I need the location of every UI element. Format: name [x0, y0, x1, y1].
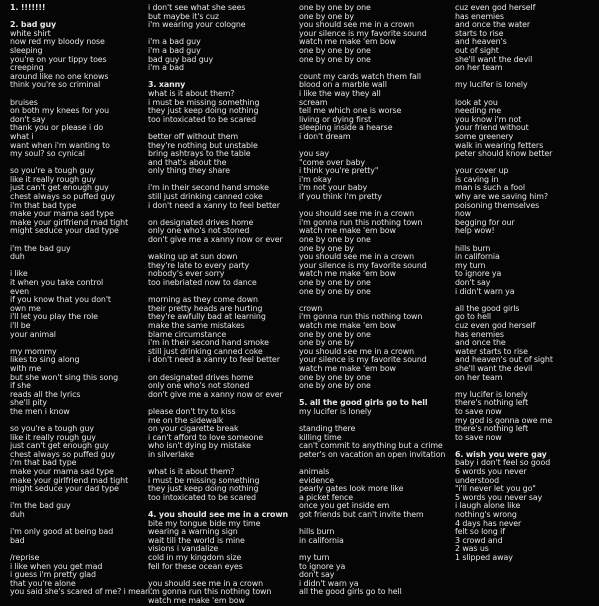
- lyric-line: i like the way they all: [299, 88, 381, 98]
- lyric-line: make the same mistakes: [148, 320, 245, 330]
- lyric-line: they just keep doing nothing: [148, 484, 259, 494]
- lyric-line: one by one by one: [299, 372, 371, 382]
- lyric-line: what i: [10, 131, 34, 141]
- lyric-line: i must be missing something: [148, 475, 260, 485]
- lyric-line: i can't afford to love someone: [148, 432, 264, 442]
- lyric-line: poisoning themselves: [455, 200, 540, 210]
- lyric-line: "come over baby: [299, 157, 365, 167]
- lyric-line: just can't get enough guy: [10, 183, 109, 193]
- lyric-line: my lucifer is lonely: [299, 406, 372, 416]
- song-title: 5. all the good girls go to hell: [299, 398, 428, 408]
- lyric-line: i don't dream: [299, 131, 351, 141]
- lyric-line: i like when you get mad: [10, 561, 103, 571]
- lyric-line: they're nothing but unstable: [148, 140, 258, 150]
- lyric-line: white shirt: [10, 28, 51, 38]
- lyric-line: don't say: [10, 114, 46, 124]
- lyric-line: duh: [10, 510, 25, 520]
- lyric-line: but maybe it's cuz: [148, 11, 219, 21]
- lyric-line: still just drinking canned coke: [148, 192, 263, 202]
- lyric-line: man is such a fool: [455, 183, 525, 193]
- lyric-line: who isn't dying by mistake: [148, 441, 251, 451]
- lyric-line: i'm only good at being bad: [10, 527, 114, 537]
- lyric-line: too inebriated now to dance: [148, 278, 257, 287]
- lyric-line: in silverlake: [148, 449, 194, 459]
- lyric-line: on both my knees for you: [10, 106, 109, 116]
- lyric-line: chest always so puffed guy: [10, 449, 115, 459]
- lyric-line: i laugh alone like: [455, 501, 521, 511]
- lyric-line: they're awfully bad at learning: [148, 312, 266, 322]
- lyric-line: and that's about the: [148, 157, 227, 167]
- lyric-line: i didn't warn ya: [455, 286, 515, 296]
- lyric-line: killing time: [299, 432, 342, 442]
- lyric-line: it when you take control: [10, 278, 104, 287]
- lyric-line: fell for these ocean eyes: [148, 561, 243, 571]
- lyric-line: watch me make 'em bow: [148, 595, 245, 605]
- lyric-line: on her team: [455, 372, 503, 382]
- lyric-line: own me: [10, 303, 41, 313]
- lyric-line: standing there: [299, 424, 356, 434]
- lyric-line: on designated drives home: [148, 217, 254, 227]
- lyric-line: like it really rough guy: [10, 432, 96, 442]
- lyrics-column-2: [148, 4, 288, 606]
- lyric-line: she'll want the devil: [455, 363, 533, 373]
- lyric-line: she'll want the devil: [455, 54, 533, 64]
- song-title: 3. xanny: [148, 80, 186, 90]
- lyric-line: please don't try to kiss: [148, 406, 236, 416]
- lyric-line: peter should know better: [455, 149, 553, 159]
- lyric-line: in california: [299, 535, 344, 545]
- lyric-line: "i'll never let you go": [455, 484, 536, 494]
- lyric-line: [10, 262, 157, 271]
- lyric-line: crown: [299, 303, 323, 313]
- lyric-line: to save now: [455, 406, 502, 416]
- lyric-line: better off without them: [148, 131, 239, 141]
- lyric-line: begging for our: [455, 217, 515, 227]
- lyric-line: tell me which one is worse: [299, 106, 402, 116]
- lyric-line: i'm a bad guy: [148, 45, 201, 55]
- lyric-line: i don't see what she sees: [148, 3, 246, 12]
- lyric-line: 6 words you never: [455, 467, 527, 477]
- lyric-line: too intoxicated to be scared: [148, 114, 256, 124]
- lyric-line: blood on a marble wall: [299, 80, 387, 90]
- lyric-line: one by one by: [299, 11, 354, 21]
- lyric-line: i didn't warn ya: [299, 578, 359, 588]
- lyric-line: 1 slipped away: [455, 553, 513, 562]
- lyric-line: pearly gates look more like: [299, 484, 404, 494]
- lyric-line: baby i don't feel so good: [455, 458, 551, 468]
- lyric-line: animals: [299, 467, 330, 477]
- lyric-line: like it really rough guy: [10, 174, 96, 184]
- lyric-line: they're late to every party: [148, 260, 250, 270]
- lyric-line: watch me make 'em bow: [299, 269, 396, 279]
- song-title: 2. bad guy: [10, 20, 57, 30]
- lyric-line: one by one by one: [299, 329, 371, 339]
- lyric-line: to ignore ya: [455, 269, 502, 279]
- lyric-line: think you're so criminal: [10, 80, 101, 90]
- lyric-line: why are we saving him?: [455, 192, 548, 202]
- lyric-line: look at you: [455, 97, 498, 107]
- lyric-line: morning as they come down: [148, 295, 258, 305]
- lyric-line: what is it about them?: [148, 467, 235, 477]
- lyric-line: want when i'm wanting to: [10, 140, 110, 150]
- lyric-line: 3 crowd and: [455, 535, 503, 545]
- lyric-line: cuz even god herself: [455, 320, 536, 330]
- lyric-line: watch me make 'em bow: [299, 320, 396, 330]
- lyric-line: got friends but can't invite them: [299, 510, 424, 520]
- lyric-line: your friend without: [455, 123, 529, 133]
- lyric-line: nobody's ever sorry: [148, 269, 225, 279]
- lyric-line: your silence is my favorite sound: [299, 260, 427, 270]
- lyric-line: i'll be: [10, 320, 31, 330]
- lyric-line: and heaven's: [455, 37, 507, 47]
- lyric-line: i'm gonna run this nothing town: [148, 587, 272, 597]
- lyric-line: reads all the lyrics: [10, 389, 81, 399]
- lyric-line: you should see me in a crown: [299, 209, 414, 219]
- lyric-line: is caving in: [455, 174, 499, 184]
- lyric-line: make your mama sad type: [10, 467, 114, 477]
- lyric-line: your silence is my favorite sound: [299, 355, 427, 365]
- lyric-line: with me: [10, 363, 42, 373]
- lyrics-column-1: [10, 4, 157, 597]
- lyric-line: understood: [455, 475, 499, 485]
- lyric-line: one by one by one: [299, 286, 371, 296]
- lyric-line: likes to sing along: [10, 355, 80, 365]
- lyric-line: my turn: [455, 260, 486, 270]
- lyric-line: 2 was us: [455, 544, 489, 554]
- lyric-line: i'll let you play the role: [10, 312, 98, 322]
- lyric-line: one by one by one: [299, 235, 371, 245]
- lyric-line: if you know that you don't: [10, 295, 111, 305]
- lyric-line: bring ashtrays to the table: [148, 149, 251, 159]
- lyric-line: only one who's not stoned: [148, 226, 250, 236]
- lyric-line: might seduce your dad type: [10, 484, 119, 494]
- lyric-line: wait till the world is mine: [148, 535, 245, 545]
- lyric-line: sleeping: [10, 45, 43, 55]
- lyric-line: walk in wearing fetters: [455, 140, 544, 150]
- lyric-line: all the good girls: [455, 303, 520, 313]
- lyric-line: i'm in their second hand smoke: [148, 183, 269, 193]
- lyrics-column-3: [299, 4, 445, 597]
- lyric-line: and heaven's out of sight: [455, 355, 553, 365]
- lyric-line: just can't get enough guy: [10, 441, 109, 451]
- lyric-line: go to hell: [455, 312, 492, 322]
- lyric-line: on her team: [455, 63, 503, 73]
- lyric-line: one by one by: [299, 338, 354, 348]
- song-title: 6. wish you were gay: [455, 449, 547, 459]
- lyric-line: hills burn: [455, 243, 491, 253]
- lyric-line: i guess i'm pretty glad: [10, 570, 96, 580]
- lyric-line: some greenery: [455, 131, 514, 141]
- lyric-line: can't commit to anything but a crime: [299, 441, 443, 451]
- lyric-line: evidence: [299, 475, 334, 485]
- lyric-line: on designated drives home: [148, 372, 254, 382]
- lyric-line: don't give me a xanny now or ever: [148, 235, 283, 245]
- lyric-line: i'm wearing your cologne: [148, 20, 246, 30]
- lyric-line: one by one by one: [299, 45, 371, 55]
- lyric-line: needing me: [455, 106, 501, 116]
- lyric-line: bite my tongue bide my time: [148, 518, 261, 528]
- lyrics-column-4: [455, 4, 553, 563]
- lyric-line: i'm that bad type: [10, 458, 77, 468]
- lyric-line: a picket fence: [299, 492, 354, 502]
- lyric-line: and once the water: [455, 20, 531, 30]
- lyric-line: bad guy bad guy: [148, 54, 214, 64]
- lyric-line: thank you or please i do: [10, 123, 104, 133]
- lyric-line: on your cigarette break: [148, 424, 239, 434]
- lyric-line: bruises: [10, 97, 38, 107]
- lyric-line: your animal: [10, 329, 56, 339]
- lyric-line: there's nothing left: [455, 398, 529, 408]
- lyric-line: she'll pity: [10, 398, 47, 408]
- lyric-line: one by one by one: [299, 381, 371, 391]
- lyric-line: visions i vandalize: [148, 544, 219, 554]
- lyric-line: my soul? so cynical: [10, 149, 85, 159]
- lyric-line: you should see me in a crown: [299, 346, 414, 356]
- lyric-line: i'm the bad guy: [10, 243, 71, 253]
- lyric-line: 4 days has never: [455, 518, 522, 528]
- lyric-line: starts to rise: [455, 28, 504, 38]
- lyric-line: i'm gonna run this nothing town: [299, 312, 423, 322]
- lyric-line: your silence is my favorite sound: [299, 28, 427, 38]
- lyric-line: i think you're pretty": [299, 166, 379, 176]
- lyric-line: now: [455, 209, 471, 219]
- lyric-line: i'm in their second hand smoke: [148, 338, 269, 348]
- lyric-line: you said she's scared of me? i mean...: [10, 587, 158, 597]
- lyric-line: they just keep doing nothing: [148, 106, 259, 116]
- lyric-line: i'm that bad type: [10, 200, 77, 210]
- lyric-line: the men i know: [10, 406, 70, 416]
- lyric-line: to ignore ya: [299, 561, 346, 571]
- lyric-line: creeping: [10, 63, 44, 73]
- lyric-line: their pretty heads are hurting: [148, 303, 263, 313]
- lyric-line: you're on your tippy toes: [10, 54, 107, 64]
- lyric-line: blame circumstance: [148, 329, 227, 339]
- lyric-line: me on the sidewalk: [148, 415, 224, 425]
- lyric-line: chest always so puffed guy: [10, 192, 115, 202]
- lyric-line: hills burn: [299, 527, 335, 537]
- lyric-line: you know i'm not: [455, 114, 522, 124]
- lyric-line: don't say: [455, 278, 491, 287]
- lyric-line: sleeping inside a hearse: [299, 123, 393, 133]
- lyric-line: /reprise: [10, 553, 40, 562]
- lyric-line: bad: [10, 535, 25, 545]
- lyric-line: i'm a bad guy: [148, 37, 201, 47]
- lyric-line: one by one by one: [299, 3, 371, 12]
- lyric-line: i'm okay: [299, 174, 332, 184]
- lyric-line: i'm a bad: [148, 63, 184, 73]
- lyric-line: there's nothing left: [455, 424, 529, 434]
- lyric-line: you say: [299, 149, 329, 159]
- lyric-line: but she won't sing this song: [10, 372, 119, 382]
- lyric-line: that you're alone: [10, 578, 76, 588]
- lyric-line: might seduce your dad type: [10, 226, 119, 236]
- lyric-line: out of sight: [455, 45, 499, 55]
- lyric-line: even: [10, 286, 29, 296]
- lyric-line: i don't need a xanny to feel better: [148, 355, 280, 365]
- lyric-line: watch me make 'em bow: [299, 37, 396, 47]
- lyric-line: wearing a warning sign: [148, 527, 238, 537]
- lyric-line: nothing's wrong: [455, 510, 517, 520]
- lyric-line: and once the: [455, 338, 506, 348]
- lyric-line: you should see me in a crown: [148, 578, 263, 588]
- lyric-line: living or dying first: [299, 114, 372, 124]
- lyric-line: so you're a tough guy: [10, 424, 94, 434]
- lyric-line: help wow!: [455, 226, 495, 236]
- lyric-line: waking up at sun down: [148, 252, 238, 262]
- lyric-line: water starts to rise: [455, 346, 528, 356]
- lyric-line: has enemies: [455, 11, 504, 21]
- lyric-line: watch me make 'em bow: [299, 363, 396, 373]
- lyric-line: make your girlfriend mad tight: [10, 217, 129, 227]
- lyric-line: in california: [455, 252, 500, 262]
- song-title: 1. !!!!!!!: [10, 3, 46, 12]
- lyric-line: my turn: [299, 553, 330, 562]
- lyric-line: has enemies: [455, 329, 504, 339]
- lyric-line: i don't need a xanny to feel better: [148, 200, 280, 210]
- lyric-line: my god is gonna owe me: [455, 415, 553, 425]
- lyric-line: if she: [10, 381, 31, 391]
- song-title: 4. you should see me in a crown: [148, 510, 289, 520]
- lyric-line: scream: [299, 97, 328, 107]
- lyric-line: duh: [10, 252, 25, 262]
- lyric-line: once you get inside em: [299, 501, 390, 511]
- lyric-line: only thing they share: [148, 166, 230, 176]
- lyric-line: only one who's not stoned: [148, 381, 250, 391]
- lyric-line: still just drinking canned coke: [148, 346, 263, 356]
- lyric-line: 5 words you never say: [455, 492, 543, 502]
- lyric-line: you should see me in a crown: [299, 252, 414, 262]
- lyric-line: make your mama sad type: [10, 209, 114, 219]
- lyric-line: you should see me in a crown: [299, 20, 414, 30]
- lyric-line: too intoxicated to be scared: [148, 492, 256, 502]
- lyric-line: i'm not your baby: [299, 183, 368, 193]
- lyric-line: don't say: [299, 570, 335, 580]
- lyric-line: i must be missing something: [148, 97, 260, 107]
- lyric-line: around like no one knows: [10, 71, 109, 81]
- lyric-line: count my cards watch them fall: [299, 71, 421, 81]
- lyric-line: watch me make 'em bow: [299, 226, 396, 236]
- lyric-line: to save now: [455, 432, 502, 442]
- lyric-line: cold in my kingdom size: [148, 553, 242, 562]
- lyric-line: if you think i'm pretty: [299, 192, 382, 202]
- lyric-line: i'm gonna run this nothing town: [299, 217, 423, 227]
- lyric-line: my lucifer is lonely: [455, 80, 528, 90]
- lyric-line: all the good girls go to hell: [299, 587, 402, 597]
- lyric-line: my lucifer is lonely: [455, 389, 528, 399]
- lyric-line: cuz even god herself: [455, 3, 536, 12]
- lyric-line: i'm the bad guy: [10, 501, 71, 511]
- lyric-line: don't give me a xanny now or ever: [148, 389, 283, 399]
- lyric-line: one by one by: [299, 243, 354, 253]
- lyric-line: make your girlfriend mad tight: [10, 475, 129, 485]
- lyric-line: what is it about them?: [148, 88, 235, 98]
- lyric-line: one by one by one: [299, 278, 371, 287]
- lyric-line: peter's on vacation an open invitation: [299, 449, 446, 459]
- lyric-line: one by one by one: [299, 54, 371, 64]
- lyric-line: i like: [10, 269, 28, 279]
- lyric-line: felt so long if: [455, 527, 505, 537]
- lyric-line: now red my bloody nose: [10, 37, 105, 47]
- lyric-line: my mommy: [10, 346, 57, 356]
- lyric-line: so you're a tough guy: [10, 166, 94, 176]
- lyric-line: your cover up: [455, 166, 509, 176]
